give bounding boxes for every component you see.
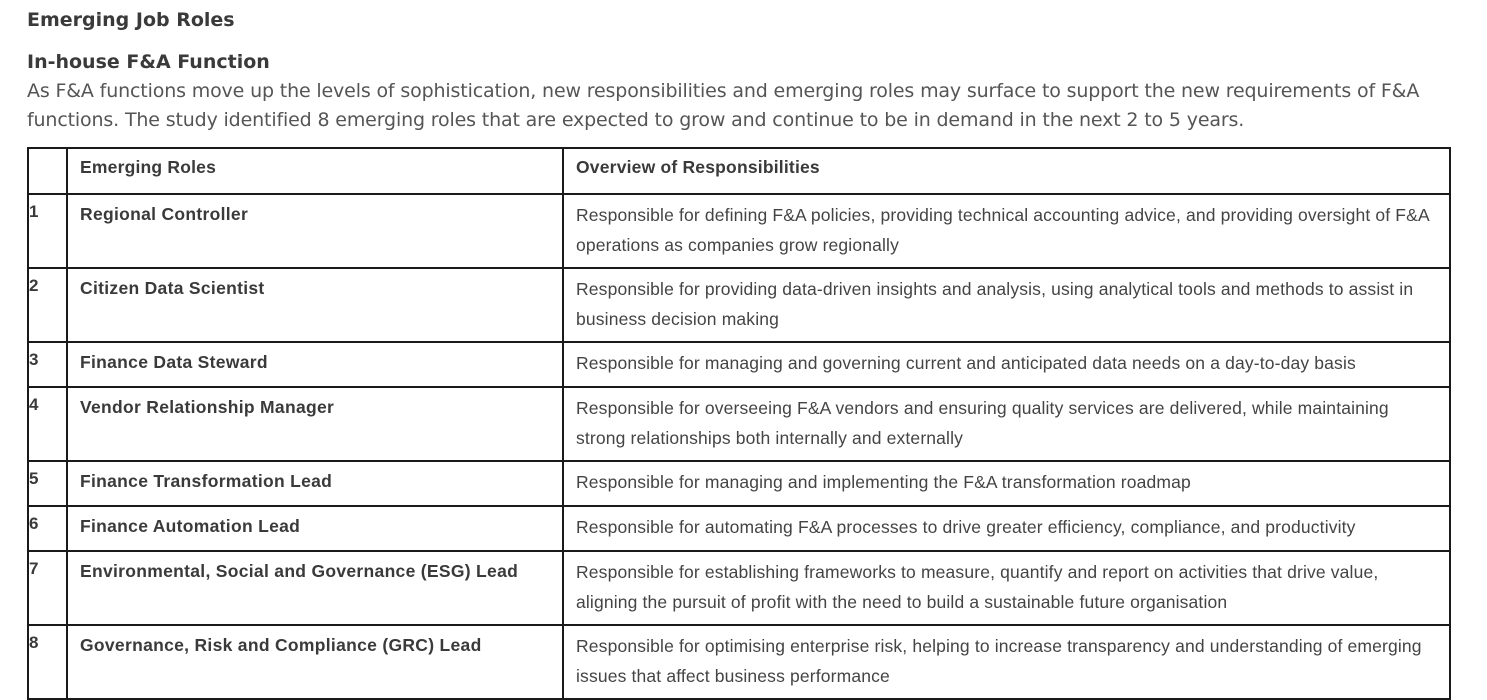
table-row <box>28 461 1450 506</box>
role-name: Finance Automation Lead <box>67 506 563 551</box>
table-row <box>28 268 1450 342</box>
intro-paragraph: As F&A functions move up the levels of sophistication, new responsibilities and emerging roles may surface to support the new requirements of F&A functions. The study identified 8 emerging roles that are expected to grow and continue to be in demand in the next 2 to 5 years. <box>27 80 1420 131</box>
role-responsibilities: Responsible for overseeing F&A vendors and ensuring quality services are delivered, while maintaining strong relationships both internally and externally <box>563 387 1450 461</box>
row-number: 8 <box>28 625 67 699</box>
role-responsibilities: Responsible for automating F&A processes to drive greater efficiency, compliance, and productivity <box>563 506 1450 551</box>
row-number: 3 <box>28 342 67 387</box>
header-responsibilities: Overview of Responsibilities <box>563 148 1450 194</box>
header-number <box>28 148 67 194</box>
role-name: Vendor Relationship Manager <box>67 387 563 461</box>
role-name: Environmental, Social and Governance (ESG) Lead <box>67 551 563 625</box>
role-name: Citizen Data Scientist <box>67 268 563 342</box>
table-header-row <box>28 148 1450 194</box>
role-name: Finance Transformation Lead <box>67 461 563 506</box>
row-number: 7 <box>28 551 67 625</box>
row-number: 5 <box>28 461 67 506</box>
emerging-roles-table <box>27 147 1451 700</box>
row-number: 2 <box>28 268 67 342</box>
table-row <box>28 506 1450 551</box>
role-responsibilities: Responsible for optimising enterprise risk, helping to increase transparency and understanding of emerging issues that affect business performance <box>563 625 1450 699</box>
table-row <box>28 625 1450 699</box>
role-responsibilities: Responsible for establishing frameworks to measure, quantify and report on activities that drive value, aligning the pursuit of profit with the need to build a sustainable future organisation <box>563 551 1450 625</box>
role-responsibilities: Responsible for managing and implementing the F&A transformation roadmap <box>563 461 1450 506</box>
subsection-title: In-house F&A Function <box>27 51 270 73</box>
role-name: Finance Data Steward <box>67 342 563 387</box>
header-emerging-roles: Emerging Roles <box>67 148 563 194</box>
table-row <box>28 342 1450 387</box>
role-responsibilities: Responsible for managing and governing current and anticipated data needs on a day-to-day basis <box>563 342 1450 387</box>
table-row <box>28 194 1450 268</box>
role-responsibilities: Responsible for providing data-driven insights and analysis, using analytical tools and methods to assist in business decision making <box>563 268 1450 342</box>
role-responsibilities: Responsible for defining F&A policies, providing technical accounting advice, and providing oversight of F&A operations as companies grow regionally <box>563 194 1450 268</box>
table-row <box>28 387 1450 461</box>
section-title: Emerging Job Roles <box>27 9 235 31</box>
row-number: 6 <box>28 506 67 551</box>
row-number: 4 <box>28 387 67 461</box>
row-number: 1 <box>28 194 67 268</box>
role-name: Regional Controller <box>67 194 563 268</box>
table-row <box>28 551 1450 625</box>
role-name: Governance, Risk and Compliance (GRC) Lead <box>67 625 563 699</box>
